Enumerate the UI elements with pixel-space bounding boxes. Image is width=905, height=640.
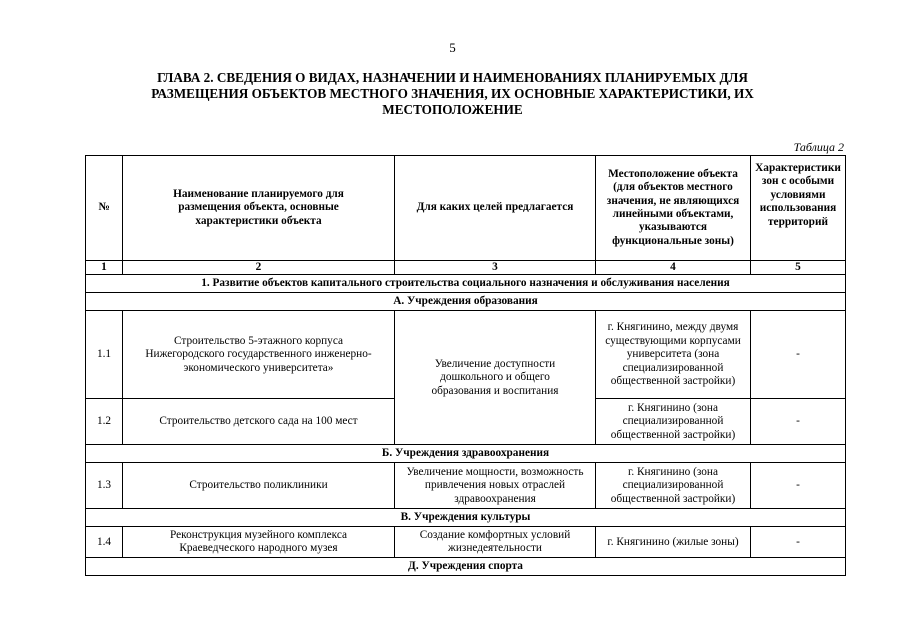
row-num: 1.3: [86, 463, 123, 509]
group-d-title: Д. Учреждения спорта: [86, 558, 846, 576]
row-zones: -: [751, 311, 846, 399]
row-location: г. Княгинино (жилые зоны): [596, 527, 751, 558]
column-number: 4: [596, 261, 751, 275]
row-zones: -: [751, 399, 846, 445]
row-name: Строительство 5-этажного корпуса Нижегородского государственного инженерно-экономического университета»: [123, 311, 395, 399]
header-num: №: [86, 156, 123, 261]
column-number: 5: [751, 261, 846, 275]
group-row: [86, 558, 846, 576]
page-number: 5: [449, 40, 456, 55]
section-row: [86, 275, 846, 293]
group-v-title: В. Учреждения культуры: [86, 509, 846, 527]
row-location: г. Княгинино, между двумя существующими корпусами университета (зона специализированной общественной застройки): [596, 311, 751, 399]
header-purpose: Для каких целей предлагается: [395, 156, 596, 261]
row-zones: -: [751, 463, 846, 509]
row-num: 1.2: [86, 399, 123, 445]
row-purpose: Увеличение доступности дошкольного и общего образования и воспитания: [395, 311, 596, 445]
header-row: [86, 156, 846, 261]
header-zones: Характеристики зон с особыми условиями использования территорий: [751, 156, 846, 261]
section-1-title: 1. Развитие объектов капитального строительства социального назначения и обслуживания населения: [86, 275, 846, 293]
group-row: [86, 445, 846, 463]
row-location: г. Княгинино (зона специализированной общественной застройки): [596, 463, 751, 509]
chapter-title: ГЛАВА 2. СВЕДЕНИЯ О ВИДАХ, НАЗНАЧЕНИИ И НАИМЕНОВАНИЯХ ПЛАНИРУЕМЫХ ДЛЯ РАЗМЕЩЕНИЯ ОБЪЕКТОВ МЕСТНОГО ЗНАЧЕНИЯ, ИХ ОСНОВНЫЕ ХАРАКТЕРИСТИКИ, ИХ МЕСТОПОЛОЖЕНИЕ: [151, 70, 754, 117]
table-caption: Таблица 2: [793, 140, 844, 154]
table-row: [86, 463, 846, 509]
row-name: Строительство детского сада на 100 мест: [123, 399, 395, 445]
group-row: [86, 293, 846, 311]
row-num: 1.1: [86, 311, 123, 399]
column-number: 2: [123, 261, 395, 275]
table-row: [86, 311, 846, 399]
group-a-title: А. Учреждения образования: [86, 293, 846, 311]
row-name: Реконструкция музейного комплекса Краеведческого народного музея: [123, 527, 395, 558]
column-number: 3: [395, 261, 596, 275]
header-name: Наименование планируемого для размещения объекта, основные характеристики объекта: [123, 156, 395, 261]
row-purpose: Создание комфортных условий жизнедеятельности: [395, 527, 596, 558]
column-number: 1: [86, 261, 123, 275]
row-num: 1.4: [86, 527, 123, 558]
table-row: [86, 527, 846, 558]
row-zones: -: [751, 527, 846, 558]
row-purpose: Увеличение мощности, возможность привлечения новых отраслей здравоохранения: [395, 463, 596, 509]
group-b-title: Б. Учреждения здравоохранения: [86, 445, 846, 463]
row-location: г. Княгинино (зона специализированной общественной застройки): [596, 399, 751, 445]
column-number-row: [86, 261, 846, 275]
row-name: Строительство поликлиники: [123, 463, 395, 509]
header-location: Местоположение объекта (для объектов местного значения, не являющихся линейными объектами, указываются функциональные зоны): [596, 156, 751, 261]
planned-objects-table: [85, 155, 846, 576]
group-row: [86, 509, 846, 527]
